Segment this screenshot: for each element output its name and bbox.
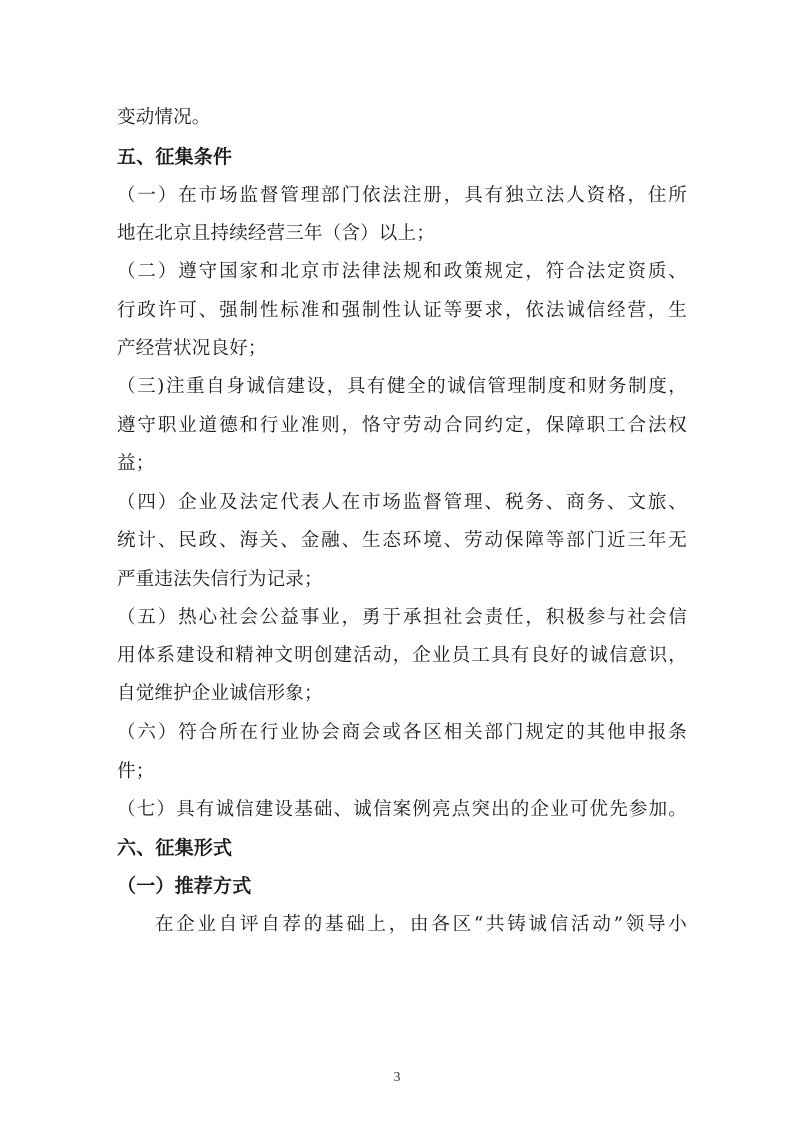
- condition-5-line-3: 自觉维护企业诚信形象；: [117, 683, 323, 704]
- condition-1-line-1: （一）在市场监督管理部门依法注册，具有独立法人资格，住所: [117, 185, 687, 206]
- page-number: 3: [393, 1070, 401, 1085]
- condition-6-line-2: 件；: [117, 761, 155, 782]
- condition-3-line-2: 遵守职业道德和行业准则，恪守劳动合同约定，保障职工合法权: [117, 415, 687, 436]
- section-heading-6: 六、征集形式: [117, 837, 233, 859]
- condition-2-line-1: （二）遵守国家和北京市法律法规和政策规定，符合法定资质、: [117, 261, 687, 282]
- section-heading-5: 五、征集条件: [117, 146, 233, 168]
- condition-2-line-3: 产经营状况良好；: [117, 338, 267, 359]
- condition-5-line-2: 用体系建设和精神文明创建活动，企业员工具有良好的诚信意识，: [117, 645, 687, 666]
- condition-2-line-2: 行政许可、强制性标准和强制性认证等要求，依法诚信经营，生: [117, 300, 687, 321]
- subsection-heading-recommend: （一）推荐方式: [117, 875, 252, 897]
- condition-4-line-1: （四）企业及法定代表人在市场监督管理、税务、商务、文旅、: [117, 492, 687, 513]
- body-text-line: 变动情况。: [117, 107, 211, 128]
- condition-5-line-1: （五）热心社会公益事业，勇于承担社会责任，积极参与社会信: [117, 607, 687, 628]
- condition-6-line-1: （六）符合所在行业协会商会或各区相关部门规定的其他申报条: [117, 722, 687, 743]
- condition-4-line-3: 严重违法失信行为记录；: [117, 569, 323, 590]
- recommend-paragraph-line-1: 在企业自评自荐的基础上，由各区“共铸诚信活动”领导小: [155, 914, 687, 935]
- condition-1-line-2: 地在北京且持续经营三年（含）以上；: [117, 223, 435, 244]
- condition-4-line-2: 统计、民政、海关、金融、生态环境、劳动保障等部门近三年无: [117, 530, 687, 551]
- condition-7-line-1: （七）具有诚信建设基础、诚信案例亮点突出的企业可优先参加。: [117, 799, 687, 820]
- condition-3-line-3: 益；: [117, 453, 155, 474]
- condition-3-line-1: （三)注重自身诚信建设，具有健全的诚信管理制度和财务制度，: [117, 376, 687, 397]
